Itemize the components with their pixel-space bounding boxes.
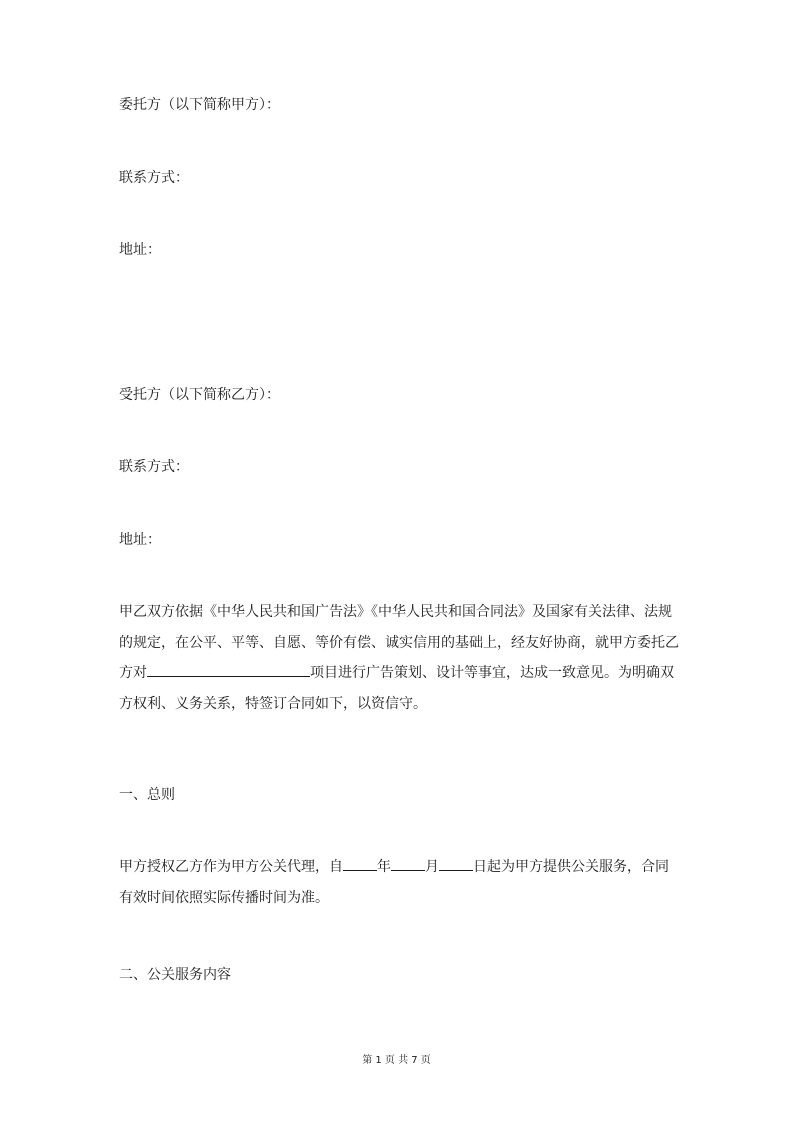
start-month-blank bbox=[391, 856, 425, 871]
year-label: 年 bbox=[377, 859, 391, 875]
intro-text-1: 甲乙双方依据《中华人民共和国广告法》《中华人民共和国合同法》及国家有关法律、法规的规定，在公平、平等、自愿、等价有偿、诚实信用的基础上，经友好协商，就甲方委托乙方对 bbox=[119, 604, 679, 681]
party-a-address-label: 地址： bbox=[119, 242, 161, 258]
project-name-blank bbox=[147, 662, 310, 677]
party-a-name-label: 委托方（以下简称甲方）： bbox=[119, 97, 280, 113]
party-b-contact-label: 联系方式： bbox=[119, 459, 189, 475]
start-day-blank bbox=[439, 856, 473, 871]
party-b-address-label: 地址： bbox=[119, 532, 161, 548]
month-label: 月 bbox=[425, 859, 439, 875]
section-1-text-2: 日起为甲方提供公关服务，合同有效时间依照实际传播时间为准。 bbox=[119, 859, 669, 906]
section-2-heading: 二、公关服务内容 bbox=[119, 967, 231, 983]
intro-paragraph bbox=[119, 597, 679, 719]
section-1-paragraph bbox=[119, 852, 679, 913]
intro-text-2: 项目进行广告策划、设计等事宜，达成一致意见。为明确双方权利、义务关系，特签订合同如下，以资信守。 bbox=[119, 665, 674, 712]
party-a-contact-label: 联系方式： bbox=[119, 170, 189, 186]
section-1-text-1: 甲方授权乙方作为甲方公关代理，自 bbox=[119, 859, 343, 875]
section-1-heading: 一、总则 bbox=[119, 787, 175, 803]
page-footer: 第 1 页 共 7 页 bbox=[362, 1055, 431, 1066]
party-b-name-label: 受托方（以下简称乙方）： bbox=[119, 387, 280, 403]
start-year-blank bbox=[343, 856, 377, 871]
